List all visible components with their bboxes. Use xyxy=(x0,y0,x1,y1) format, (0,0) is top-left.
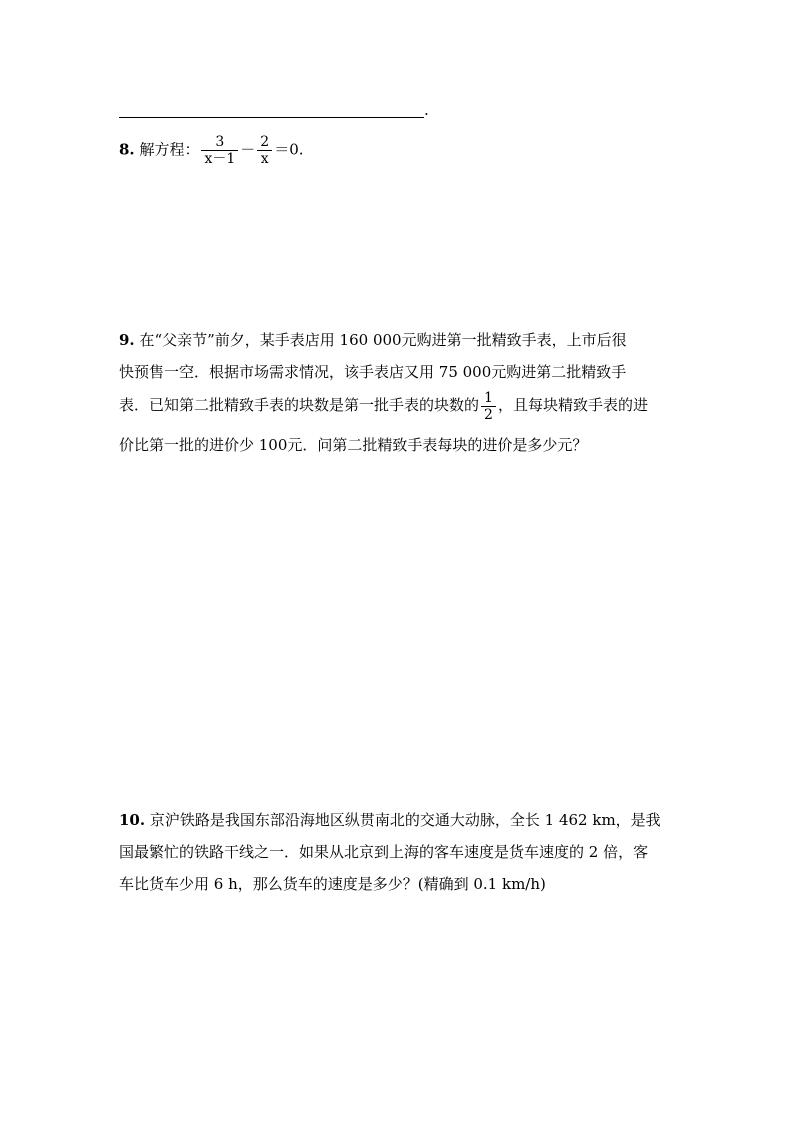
question-9-line-2 xyxy=(119,362,626,382)
question-9-text-3a: 表．已知第二批精致手表的块数是第一批手表的块数的 xyxy=(119,396,480,414)
fraction-numerator: 1 xyxy=(481,390,496,407)
question-10-line-1 xyxy=(119,810,661,830)
question-8-prompt: 解方程： xyxy=(139,140,200,159)
question-9-line-4 xyxy=(119,435,587,455)
fraction-2-over-x xyxy=(257,134,272,167)
question-9-text-4: 价比第一批的进价少 100元．问第二批精致手表每块的进价是多少元？ xyxy=(119,436,588,454)
fraction-numerator: 3 xyxy=(201,134,238,151)
question-10-text-2: 国最繁忙的铁路干线之一．如果从北京到上海的客车速度是货车速度的 2 倍，客 xyxy=(119,843,649,861)
answer-blank-line xyxy=(119,117,424,118)
question-9-line-1 xyxy=(119,330,627,350)
question-10-line-3 xyxy=(119,874,546,894)
equation-tail: ＝0. xyxy=(274,140,304,159)
fraction-denominator: 2 xyxy=(484,406,493,423)
question-9-text-1: 在“父亲节”前夕，某手表店用 160 000元购进第一批精致手表，上市后很 xyxy=(139,331,627,349)
question-9-text-2: 快预售一空．根据市场需求情况，该手表店又用 75 000元购进第二批精致手 xyxy=(119,363,627,381)
question-10-text-3: 车比货车少用 6 h，那么货车的速度是多少？(精确到 0.1 km/h) xyxy=(119,875,546,893)
question-9-line-3 xyxy=(119,388,648,423)
question-10-text-1: 京沪铁路是我国东部沿海地区纵贯南北的交通大动脉，全长 1 462 km，是我 xyxy=(149,811,661,829)
question-9-number: 9. xyxy=(119,331,135,349)
fraction-numerator: 2 xyxy=(257,134,272,151)
fraction-3-over-x-minus-1 xyxy=(201,134,238,167)
question-8 xyxy=(119,134,304,167)
question-8-number: 8. xyxy=(119,140,135,159)
fraction-denominator: x xyxy=(260,151,269,167)
question-9-text-3b: ，且每块精致手表的进 xyxy=(497,396,648,414)
question-10-number: 10. xyxy=(119,811,146,829)
minus-sign: － xyxy=(240,140,256,159)
fraction-one-half xyxy=(481,390,496,423)
question-10-line-2 xyxy=(119,842,648,862)
fraction-denominator: x－1 xyxy=(204,151,236,167)
answer-blank-period: . xyxy=(424,101,429,119)
